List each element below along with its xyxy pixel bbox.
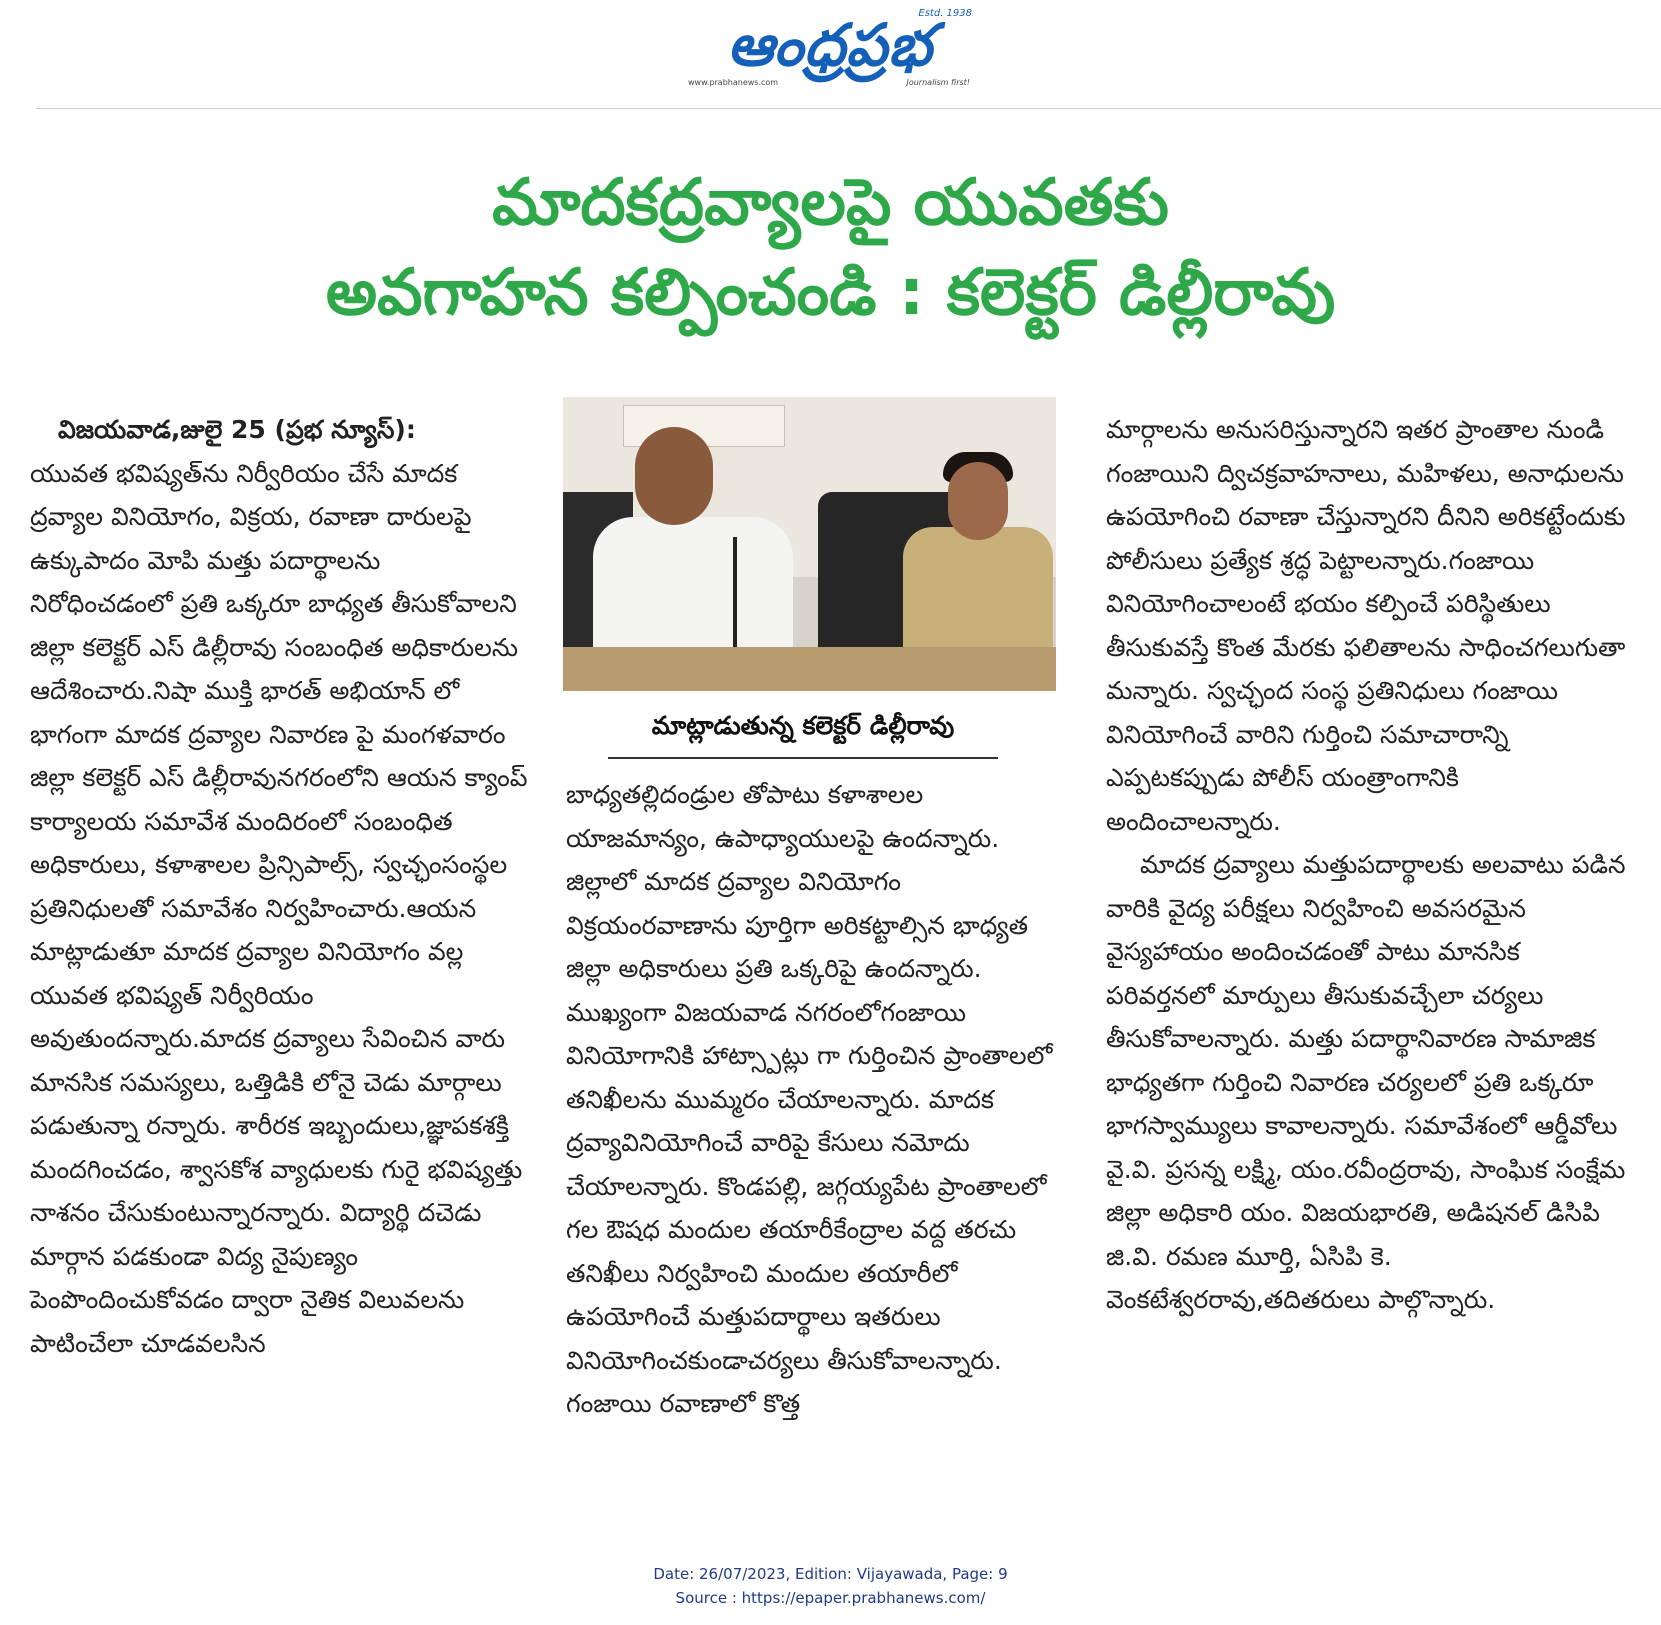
tagline-label: Journalism first! — [906, 78, 970, 87]
article-column-2 — [566, 773, 1056, 1426]
photo-caption: మాట్లాడుతున్న కలెక్టర్ డిల్లీరావు — [651, 711, 955, 740]
column-3-paragraph-1: మార్గాలను అనుసరిస్తున్నారని ఇతర ప్రాంతాల నుండి గంజాయిని ద్విచక్రవాహనాలు, మహిళలు, అనాధులను ఉపయోగించి రవాణా చేస్తున్నారని దీనిని అరికట్టేందుకు పోలీసులు ప్రత్యేక శ్రద్ధ పెట్టాలన్నారు.గంజాయి వినియోగించాలంటే భయం కల్పించే పరిస్థితులు తీసుకువస్తే కొంత మేరకు ఫలితాలను సాధించగలుగుతా మన్నారు. స్వచ్ఛంద సంస్థ ప్రతినిధులు గంజాయి వినియోగించే వారిని గుర్తించి సమాచారాన్ని ఎప్పటకప్పుడు పోలీస్ యంత్రాంగానికి అందించాలన్నారు. — [1106, 415, 1626, 836]
newspaper-logo — [680, 10, 980, 94]
footer-source-line: Source : https://epaper.prabhanews.com/ — [675, 1589, 986, 1607]
caption-divider — [608, 757, 998, 759]
article-headline — [0, 158, 1661, 338]
column-1-text: యువత భవిష్యత్‌ను నిర్వీరియం చేసే మాదక ద్రవ్యాల వినియోగం, విక్రయ, రవాణా దారులపై ఉక్కుపాదం మోపి మత్తు పదార్థాలను నిరోధించడంలో ప్రతి ఒక్కరూ బాధ్యత తీసుకోవాలని జిల్లా కలెక్టర్ ఎస్ డిల్లీరావు సంబంధిత అధికారులను ఆదేశించారు.నిషా ముక్తి భారత్ అభియాన్ లో భాగంగా మాదక ద్రవ్యాల నివారణ పై మంగళవారం జిల్లా కలెక్టర్ ఎస్ డిల్లీరావునగరంలోని ఆయన క్యాంప్ కార్యాలయ సమావేశ మందిరంలో సంబంధిత అధికారులు, కళాశాలల ప్రిన్సిపాల్స్, స్వచ్ఛంసంస్థల ప్రతినిధులతో సమావేశం నిర్వహించారు.ఆయన మాట్లాడుతూ మాదక ద్రవ్యాల వినియోగం వల్ల యువత భవిష్యత్ నిర్వీరియం అవుతుందన్నారు.మాదక ద్రవ్యాలు సేవించిన వారు మానసిక సమస్యలు, ఒత్తిడికి లోనై చెడు మార్గాలు పడుతున్నా రన్నారు. శారీరక ఇబ్బందులు,జ్ఞాపకశక్తి మందగించడం, శ్వాసకోశ వ్యాధులకు గురై భవిష్యత్తు నాశనం చేసుకుంటున్నారన్నారు. విద్యార్థి దచెడు మార్గాన పడకుండా విద్య నైపుణ్యం పెంపొందించుకోవడం ద్వారా నైతిక విలువలను పాటించేలా చూడవలసిన — [30, 458, 528, 1358]
article-photo — [563, 397, 1056, 691]
masthead — [0, 0, 1661, 100]
article-column-1 — [30, 408, 530, 1365]
source-footer — [0, 1562, 1661, 1610]
column-2-text: బాధ్యతల్లిదండ్రుల తోపాటు కళాశాలల యాజమాన్యం, ఉపాధ్యాయులపై ఉందన్నారు. జిల్లాలో మాదక ద్రవ్యాల వినియోగం విక్రయంరవాణాను పూర్తిగా అరికట్టాల్సిన భాధ్యత జిల్లా అధికారులు ప్రతి ఒక్కరిపై ఉందన్నారు. ముఖ్యంగా విజయవాడ నగరంలోగంజాయి వినియోగానికి హాట్స్పాట్లు గా గుర్తించిన ప్రాంతాలలో తనిఖీలను ముమ్మరం చేయాలన్నారు. మాదక ద్రవ్యావినియోగించే వారిపై కేసులు నమోదు చేయాలన్నారు. కొండపల్లి, జగ్గయ్యపేట ప్రాంతాలలో గల ఔషధ మందుల తయారీకేంద్రాల వద్ద తరచు తనిఖీలు నిర్వహించి మందుల తయారీలో ఉపయోగించే మత్తుపదార్థాలు ఇతరులు వినియోగించకుండాచర్యలు తీసుకోవాలన్నారు. గంజాయి రవాణాలో కొత్త — [566, 780, 1053, 1418]
logo-text: ఆంధ్రప్రభ — [727, 11, 933, 79]
masthead-divider — [36, 108, 1661, 109]
dateline: విజయవాడ,జులై 25 (ప్రభ న్యూస్): — [58, 415, 416, 444]
website-label: www.prabhanews.com — [688, 78, 779, 87]
article-column-3 — [1106, 408, 1626, 1322]
column-3-paragraph-2: మాదక ద్రవ్యాలు మత్తుపదార్థాలకు అలవాటు పడిన వారికి వైద్య పరీక్షలు నిర్వహించి అవసరమైన వైస్యహాయం అందించడంతో పాటు మానసిక పరివర్తనలో మార్పులు తీసుకువచ్చేలా చర్యలు తీసుకోవాలన్నారు. మత్తు పదార్థానివారణ సామాజిక భాధ్యతగా గుర్తించి నివారణ చర్యలలో ప్రతి ఒక్కరూ భాగస్వామ్యులు కావాలన్నారు. సమావేశంలో ఆర్డీవోలు వై.వి. ప్రసన్న లక్ష్మి, యం.రవీంద్రరావు, సాంఘిక సంక్షేమ జిల్లా అధికారి యం. విజయభారతి, అడిషనల్ డిసిపి జి.వి. రమణ మూర్తి, ఏసిపి కె. వెంకటేశ్వరరావు,తదితరులు పాల్గొన్నారు. — [1106, 850, 1626, 1314]
headline-line-2: అవగాహన కల్పించండి : కలెక్టర్ డిల్లీరావు — [325, 256, 1336, 330]
headline-line-1: మాదకద్రవ్యాలపై యువతకు — [492, 166, 1169, 240]
estd-label: Estd. 1938 — [918, 8, 972, 19]
footer-date-line: Date: 26/07/2023, Edition: Vijayawada, Page: 9 — [653, 1565, 1008, 1583]
